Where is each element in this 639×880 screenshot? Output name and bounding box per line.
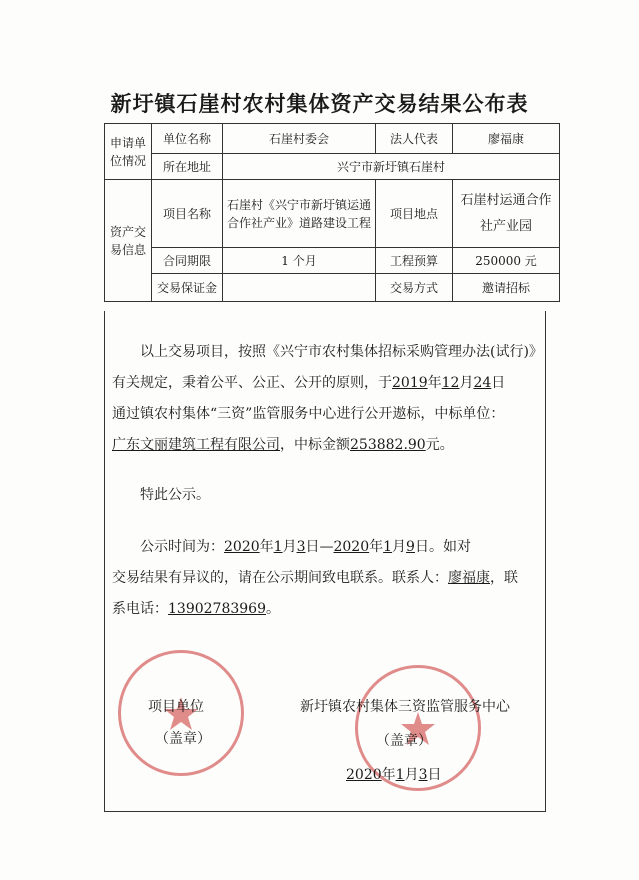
contract-term-label: 合同期限	[152, 248, 223, 274]
paragraph-line-1: 以上交易项目，按照《兴宁市农村集体招标采购管理办法(试行)》	[140, 344, 543, 360]
unit-name-label: 单位名称	[152, 124, 223, 154]
deposit-value	[223, 274, 376, 302]
legal-rep-value: 廖福康	[453, 124, 560, 154]
award-month: 12	[441, 375, 460, 391]
project-unit-label: 项目单位	[148, 699, 204, 715]
end-year: 2020	[333, 539, 370, 555]
method-value: 邀请招标	[453, 274, 560, 302]
project-location-value: 石崖村运通合作社产业园	[453, 180, 560, 248]
winning-amount: 253882.90	[350, 437, 426, 453]
start-month: 1	[273, 539, 283, 555]
signature-date: 2020年1月3日	[346, 767, 442, 783]
award-year: 2019	[392, 375, 428, 391]
end-month: 1	[383, 539, 393, 555]
applicant-section-label: 申请单位情况	[105, 124, 152, 180]
budget-label: 工程预算	[376, 248, 453, 274]
notice-text: 特此公示。	[140, 487, 210, 503]
contact-phone: 13902783969	[168, 601, 266, 617]
left-seal-note: （盖章）	[155, 731, 211, 747]
right-seal-note: （盖章）	[376, 733, 432, 749]
period-line-3: 系电话：13902783969。	[112, 601, 280, 617]
asset-section-label: 资产交易信息	[105, 180, 152, 302]
period-line-1: 公示时间为：2020年1月3日—2020年1月9日。如对	[140, 539, 471, 555]
start-year: 2020	[224, 539, 260, 555]
legal-rep-label: 法人代表	[376, 124, 453, 154]
address-value: 兴宁市新圩镇石崖村	[223, 154, 560, 180]
supervision-center-label: 新圩镇农村集体三资监管服务中心	[300, 699, 510, 715]
budget-value: 250000 元	[453, 248, 560, 274]
unit-name-value: 石崖村委会	[223, 124, 376, 154]
paragraph-line-4: 广东文丽建筑工程有限公司，中标金额253882.90元。	[112, 437, 454, 453]
end-day: 9	[406, 539, 415, 555]
method-label: 交易方式	[376, 274, 453, 302]
project-name-label: 项目名称	[152, 180, 223, 248]
contact-name: 廖福康	[448, 570, 490, 586]
info-table	[104, 123, 560, 302]
period-line-2: 交易结果有异议的，请在公示期间致电联系。联系人：廖福康，联	[112, 570, 518, 586]
project-name-value: 石崖村《兴宁市新圩镇运通合作社产业》道路建设工程	[223, 180, 376, 248]
page-title: 新圩镇石崖村农村集体资产交易结果公布表	[110, 92, 529, 116]
award-day: 24	[473, 375, 492, 391]
deposit-label: 交易保证金	[152, 274, 223, 302]
contract-term-value: 1 个月	[223, 248, 376, 274]
start-day: 3	[296, 539, 306, 555]
address-label: 所在地址	[152, 154, 223, 180]
project-location-label: 项目地点	[376, 180, 453, 248]
paragraph-line-3: 通过镇农村集体“三资”监管服务中心进行公开遨标，中标单位：	[112, 406, 505, 422]
winner-name: 广东文丽建筑工程有限公司	[112, 437, 280, 453]
paragraph-line-2: 有关规定，秉着公平、公正、公开的原则，于2019年12月24日	[112, 375, 506, 391]
